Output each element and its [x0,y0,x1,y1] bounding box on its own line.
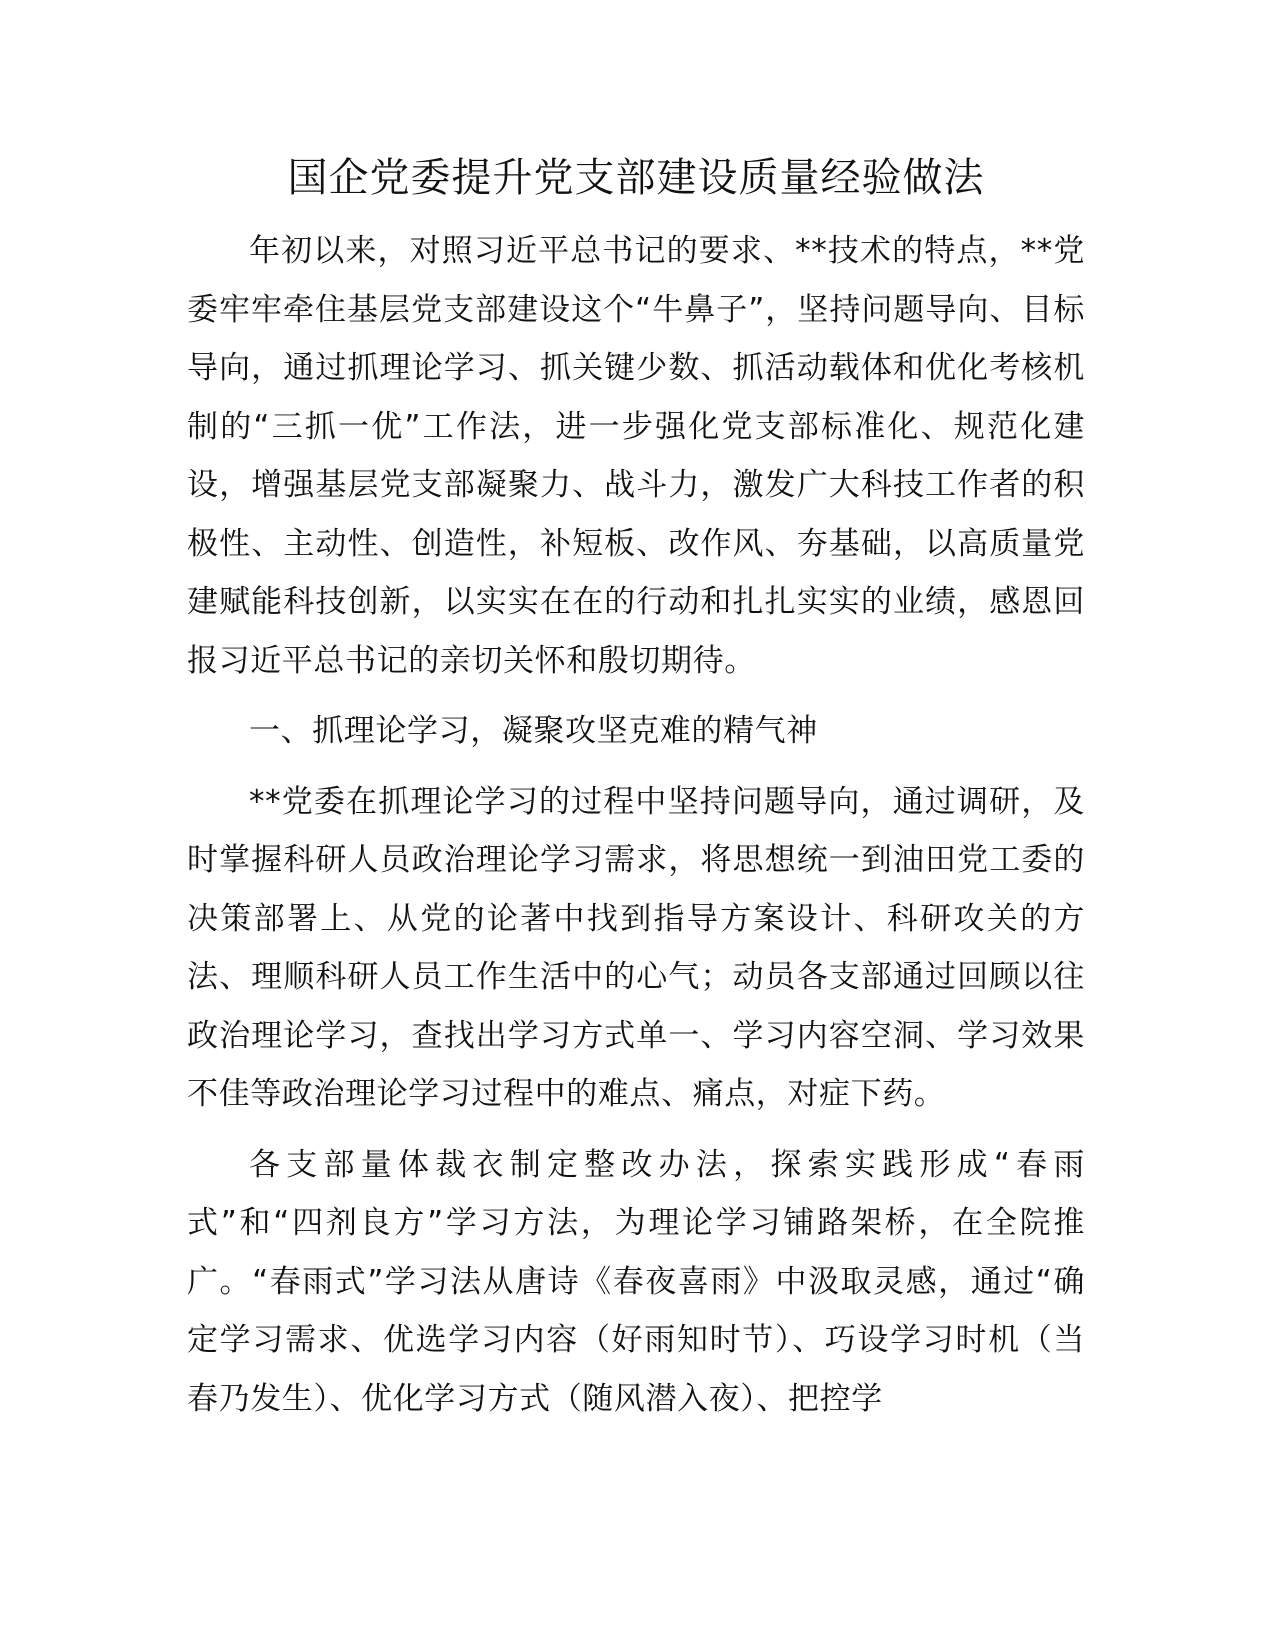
section-heading-1: 一、抓理论学习，凝聚攻坚克难的精气神 [249,713,818,749]
paragraph-gap [187,690,1085,702]
paragraph-intro: 年初以来，对照习近平总书记的要求、**技术的特点，**党委牢牢牵住基层党支部建设这个“牛鼻子”，坚持问题导向、目标导向，通过抓理论学习、抓关键少数、抓活动载体和优化考核机制的“三抓一优”工作法，进一步强化党支部标准化、规范化建设，增强基层党支部凝聚力、战斗力，激发广大科技工作者的积极性、主动性、创造性，补短板、改作风、夯基础，以高质量党建赋能科技创新，以实实在在的行动和扎扎实实的业绩，感恩回报习近平总书记的亲切关怀和殷切期待。 [187,233,1085,679]
document-body [187,222,1085,1428]
paragraph-theory-study: **党委在抓理论学习的过程中坚持问题导向，通过调研，及时掌握科研人员政治理论学习需求，将思想统一到油田党工委的决策部署上、从党的论著中找到指导方案设计、科研攻关的方法、理顺科研人员工作生活中的心气；动员各支部通过回顾以往政治理论学习，查找出学习方式单一、学习内容空洞、学习效果不佳等政治理论学习过程中的难点、痛点，对症下药。 [187,783,1085,1112]
paragraph-gap [187,1124,1085,1136]
paragraph-gap [187,761,1085,773]
document-title: 国企党委提升党支部建设质量经验做法 [287,155,985,201]
paragraph-study-methods: 各支部量体裁衣制定整改办法，探索实践形成“春雨式”和“四剂良方”学习方法，为理论学习铺路架桥，在全院推广。“春雨式”学习法从唐诗《春夜喜雨》中汲取灵感，通过“确定学习需求、优选学习内容（好雨知时节）、巧设学习时机（当春乃发生）、优化学习方式（随风潜入夜）、把控学 [187,1146,1085,1417]
